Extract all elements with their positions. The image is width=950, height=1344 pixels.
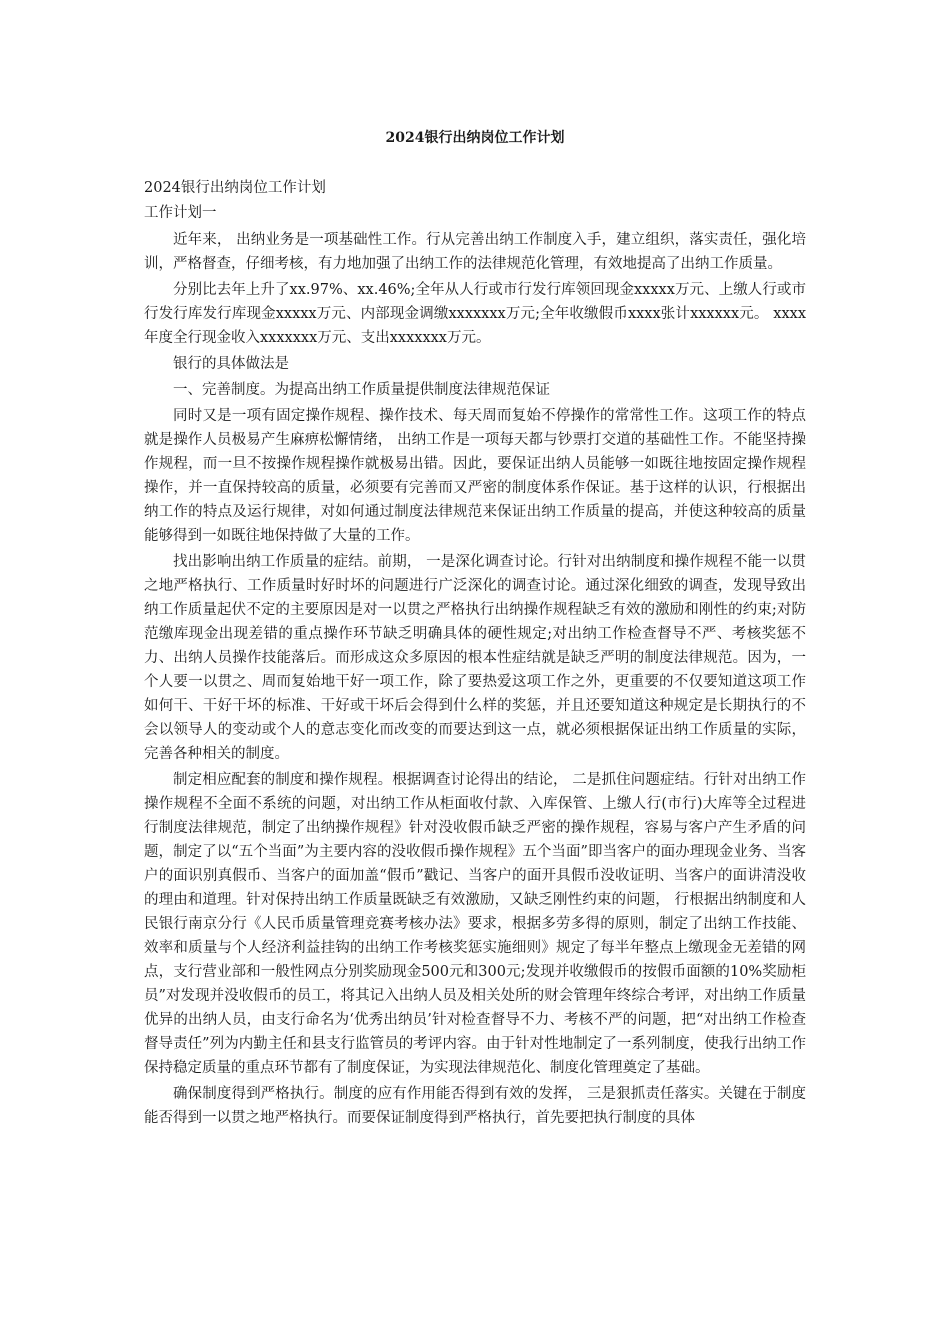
section-heading: 工作计划一 [144,205,217,221]
paragraph: 找出影响出纳工作质量的症结。前期， 一是深化调查讨论。行针对出纳制度和操作规程不能一以贯之地严格执行、工作质量时好时坏的问题进行广泛深化的调查讨论。通过深化细致的调查，发现导致出纳工作质量起伏不定的主要原因是对一以贯之严格执行出纳操作规程缺乏有效的激励和刚性的约束;对防范缴库现金出现差错的重点操作环节缺乏明确具体的硬性规定;对出纳工作检查督导不严、考核奖惩不力、出纳人员操作技能落后。而形成这众多原因的根本性症结就是缺乏严明的制度法律规范。因为，一个人要一以贯之、周而复始地干好一项工作，除了要热爱这项工作之外，更重要的不仅要知道这项工作如何干、干好干坏的标准、干好或干坏后会得到什么样的奖惩，并且还要知道这种规定是长期执行的不会以领导人的变动或个人的意志变化而改变的而要达到这一点，就必须根据保证出纳工作质量的实际，完善各种相关的制度。 [144,554,806,762]
document-body [144,228,806,1132]
paragraph: 制定相应配套的制度和操作规程。根据调查讨论得出的结论， 二是抓住问题症结。行针对出纳工作操作规程不全面不系统的问题，对出纳工作从柜面收付款、入库保管、上缴人行(市行)大库等全过程进行制度法律规范，制定了出纳操作规程》针对没收假币缺乏严密的操作规程，容易与客户产生矛盾的问题，制定了以“五个当面”为主要内容的没收假币操作规程》五个当面”即当客户的面办理现金业务、当客户的面识别真假币、当客户的面加盖“假币”戳记、当客户的面开具假币没收证明、当客户的面讲清没收的理由和道理。针对保持出纳工作质量既缺乏有效激励，又缺乏刚性约束的问题， 行根据出纳制度和人民银行南京分行《人民币质量管理竞赛考核办法》要求，根据多劳多得的原则，制定了出纳工作技能、效率和质量与个人经济利益挂钩的出纳工作考核奖惩实施细则》规定了每半年整点上缴现金无差错的网点，支行营业部和一般性网点分别奖励现金500元和300元;发现并收缴假币的按假币面额的10%奖励柜员”对发现并没收假币的员工，将其记入出纳人员及相关处所的财会管理年终综合考评，对出纳工作质量优异的出纳人员，由支行命名为‘优秀出纳员’针对检查督导不力、考核不严的问题，把“对出纳工作检查督导责任”列为内勤主任和县支行监管员的考评内容。由于针对性地制定了一系列制度，使我行出纳工作保持稳定质量的重点环节都有了制度保证，为实现法律规范化、制度化管理奠定了基础。 [144,772,806,1076]
paragraph: 同时又是一项有固定操作规程、操作技术、每天周而复始不停操作的常常性工作。这项工作的特点就是操作人员极易产生麻痹松懈情绪， 出纳工作是一项每天都与钞票打交道的基础性工作。不能坚持操作规程，而一旦不按操作规程操作就极易出错。因此，要保证出纳人员能够一如既往地按固定操作规程操作，并一直保持较高的质量，必须要有完善而又严密的制度体系作保证。基于这样的认识，行根据出纳工作的特点及运行规律，对如何通过制度法律规范来保证出纳工作质量的提高，并使这种较高的质量能够得到一如既往地保持做了大量的工作。 [144,408,806,544]
paragraph: 近年来， 出纳业务是一项基础性工作。行从完善出纳工作制度入手，建立组织，落实责任，强化培训，严格督查，仔细考核，有力地加强了出纳工作的法律规范化管理，有效地提高了出纳工作质量。 [144,232,806,272]
document-title: 2024银行出纳岗位工作计划 [385,130,565,146]
paragraph: 分别比去年上升了xx.97%、xx.46%;全年从人行或市行发行库领回现金xxxxx万元、上缴人行或市行发行库发行库现金xxxxx万元、内部现金调缴xxxxxxx万元;全年收缴假币xxxx张计xxxxxx元。 xxxx年度全行现金收入xxxxxxx万元、支出xxxxxxx万元。 [144,282,806,346]
paragraph: 银行的具体做法是 [173,356,289,372]
paragraph: 一、完善制度。为提高出纳工作质量提供制度法律规范保证 [173,382,550,398]
document-subtitle: 2024银行出纳岗位工作计划 [144,180,326,196]
paragraph: 确保制度得到严格执行。制度的应有作用能否得到有效的发挥， 三是狠抓责任落实。关键在于制度能否得到一以贯之地严格执行。而要保证制度得到严格执行，首先要把执行制度的具体 [144,1086,806,1126]
